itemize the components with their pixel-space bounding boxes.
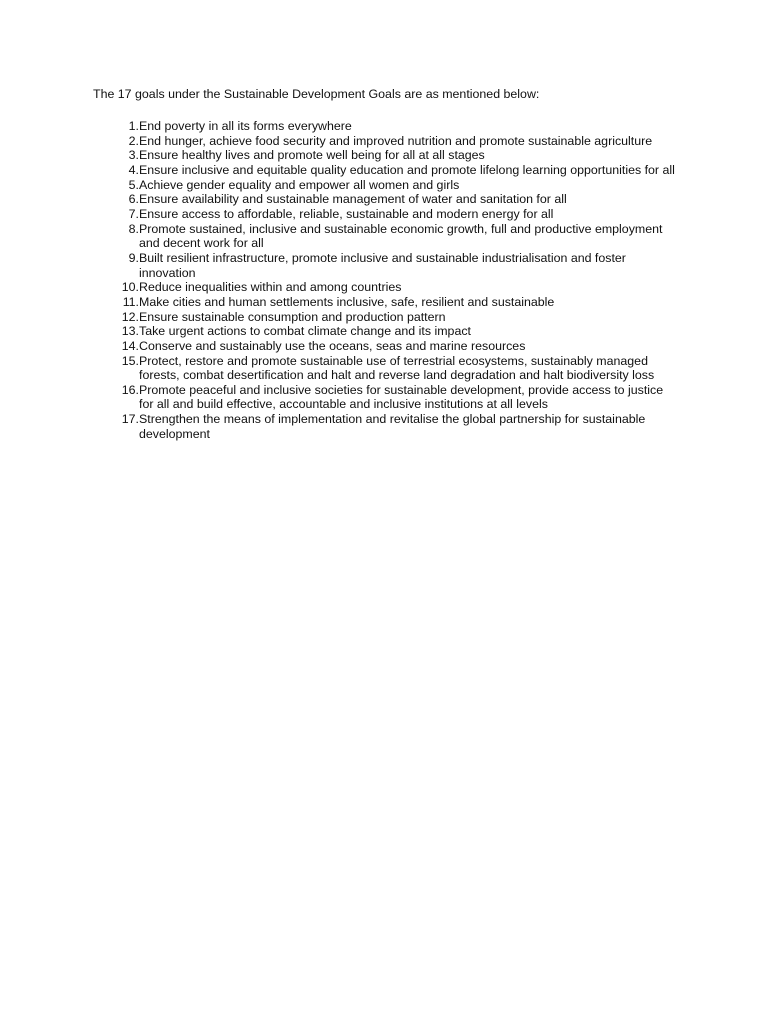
goal-text: Ensure inclusive and equitable quality education and promote lifelong learning opportunities for all <box>139 162 675 177</box>
goal-number: 12. <box>121 309 139 324</box>
goal-text: Take urgent actions to combat climate change and its impact <box>139 324 471 339</box>
list-item <box>100 207 680 222</box>
list-item <box>100 310 680 325</box>
goal-number: 3. <box>128 148 139 163</box>
list-item <box>100 119 680 134</box>
list-item <box>100 324 680 339</box>
goal-number: 1. <box>128 119 139 133</box>
goal-number: 2. <box>128 133 139 148</box>
goal-text: End poverty in all its forms everywhere <box>139 119 352 133</box>
goal-number: 7. <box>128 206 139 221</box>
goal-number: 17. <box>121 412 139 427</box>
goal-text: Protect, restore and promote sustainable use of terrestrial ecosystems, sustainably managed forests, combat desertification and halt and reverse land degradation and halt biodiversity loss <box>139 353 655 383</box>
goal-number: 6. <box>128 192 139 207</box>
list-item <box>100 163 680 178</box>
goal-text: Built resilient infrastructure, promote inclusive and sustainable industrialisation and foster innovation <box>139 250 626 280</box>
goal-number: 11. <box>122 294 139 309</box>
intro-text: The 17 goals under the Sustainable Development Goals are as mentioned below: <box>93 87 540 101</box>
list-item <box>100 148 680 163</box>
list-item <box>100 134 680 149</box>
goal-number: 5. <box>128 177 139 192</box>
goal-text: End hunger, achieve food security and improved nutrition and promote sustainable agriculture <box>139 133 653 148</box>
goal-number: 10. <box>121 280 139 295</box>
list-item <box>100 222 680 251</box>
goal-number: 8. <box>128 221 139 236</box>
list-item <box>100 354 680 383</box>
goal-text: Ensure availability and sustainable management of water and sanitation for all <box>139 192 567 207</box>
list-item <box>100 251 680 280</box>
goal-text: Ensure access to affordable, reliable, sustainable and modern energy for all <box>139 206 554 221</box>
goal-number: 13. <box>121 324 139 339</box>
goal-text: Ensure sustainable consumption and production pattern <box>139 309 446 324</box>
goal-text: Promote peaceful and inclusive societies for sustainable development, provide access to justice for all and build effective, accountable and inclusive institutions at all levels <box>139 382 664 412</box>
goal-text: Reduce inequalities within and among countries <box>139 280 402 295</box>
goal-text: Conserve and sustainably use the oceans, seas and marine resources <box>139 338 526 353</box>
goal-text: Achieve gender equality and empower all women and girls <box>139 177 460 192</box>
list-item <box>100 192 680 207</box>
list-item <box>100 295 680 310</box>
goal-text: Make cities and human settlements inclusive, safe, resilient and sustainable <box>139 294 555 309</box>
list-item <box>100 383 680 412</box>
list-item <box>100 280 680 295</box>
list-item <box>100 412 680 441</box>
goal-number: 15. <box>121 353 139 368</box>
goal-number: 9. <box>128 250 139 265</box>
goal-number: 16. <box>121 382 139 397</box>
list-item <box>100 178 680 193</box>
list-item <box>100 339 680 354</box>
goal-text: Strengthen the means of implementation and revitalise the global partnership for sustainable development <box>139 412 646 441</box>
goal-number: 14. <box>121 338 139 353</box>
goal-number: 4. <box>128 162 139 177</box>
goal-text: Ensure healthy lives and promote well being for all at all stages <box>139 148 485 163</box>
goal-text: Promote sustained, inclusive and sustainable economic growth, full and productive employment and decent work for all <box>139 221 663 251</box>
goal-list <box>100 119 680 441</box>
